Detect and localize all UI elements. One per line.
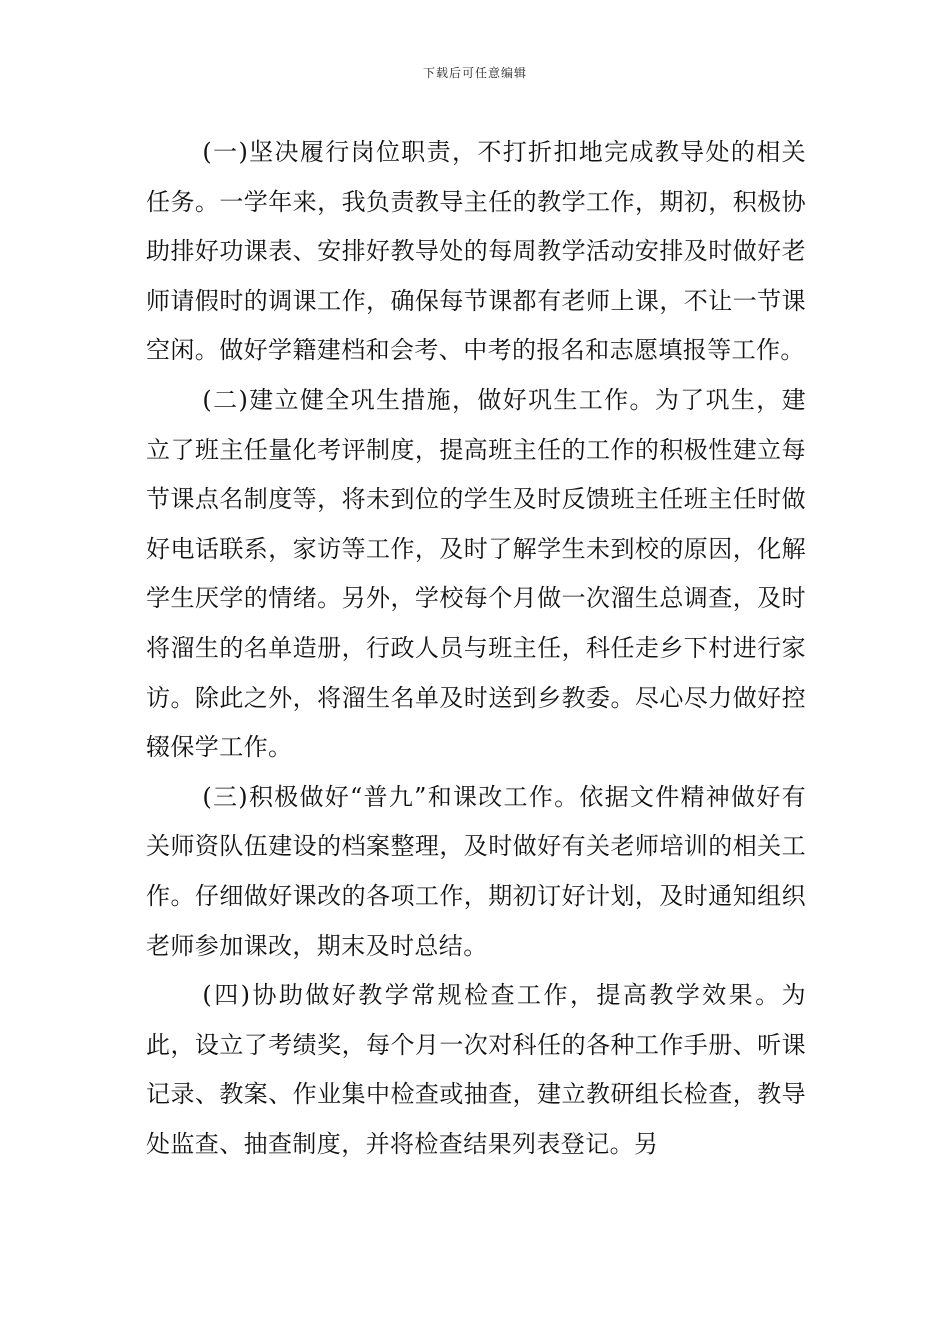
paragraph-3: (三)积极做好“普九”和课改工作。依据文件精神做好有关师资队伍建设的档案整理，及时做好有关老师培训的相关工作。仔细做好课改的各项工作，期初订好计划，及时通知组织老师参加课改，期末及时总结。 bbox=[146, 782, 806, 960]
paragraph-4: (四)协助做好教学常规检查工作，提高教学效果。为此，设立了考绩奖，每个月一次对科任的各种工作手册、听课记录、教案、作业集中检查或抽查，建立教研组长检查，教导处监查、抽查制度，并将检查结果列表登记。另 bbox=[146, 981, 806, 1158]
document-body bbox=[146, 128, 806, 1169]
paragraph-1: (一)坚决履行岗位职责，不打折扣地完成教导处的相关任务。一学年来，我负责教导主任的教学工作，期初，积极协助排好功课表、安排好教导处的每周教学活动安排及时做好老师请假时的调课工作，确保每节课都有老师上课，不让一节课空闲。做好学籍建档和会考、中考的报名和志愿填报等工作。 bbox=[146, 138, 806, 365]
paragraph-2: (二)建立健全巩生措施，做好巩生工作。为了巩生，建立了班主任量化考评制度，提高班主任的工作的积极性建立每节课点名制度等，将未到位的学生及时反馈班主任班主任时做好电话联系，家访等工作，及时了解学生未到校的原因，化解学生厌学的情绪。另外，学校每个月做一次溜生总调查，及时将溜生的名单造册，行政人员与班主任，科任走乡下村进行家访。除此之外，将溜生名单及时送到乡教委。尽心尽力做好控辍保学工作。 bbox=[146, 385, 806, 762]
header-note: 下载后可任意编辑 bbox=[422, 66, 527, 80]
